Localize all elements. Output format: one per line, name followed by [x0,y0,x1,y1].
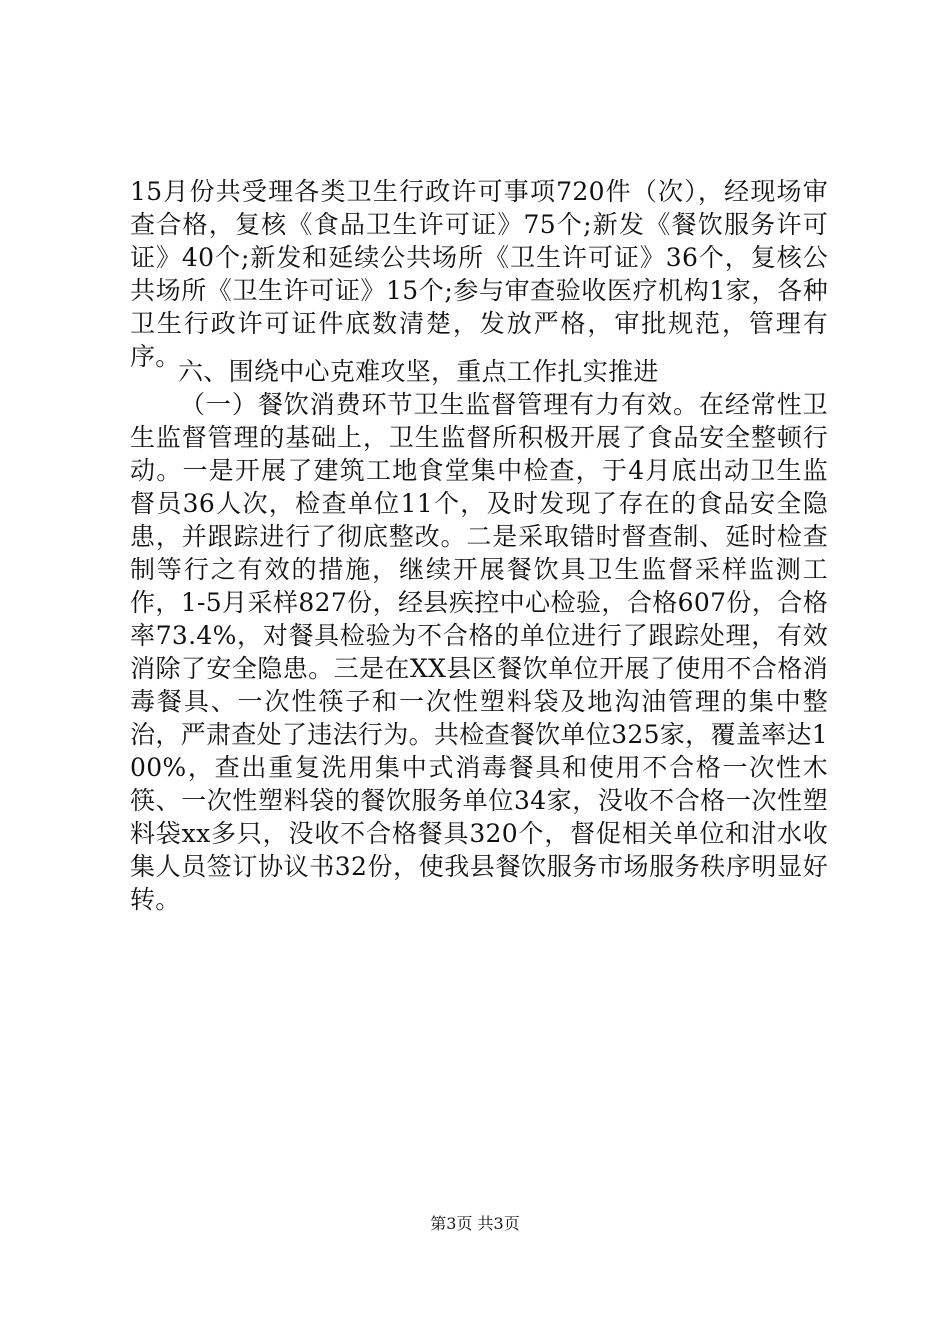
paragraph-food-safety: （一）餐饮消费环节卫生监督管理有力有效。在经常性卫生监督管理的基础上，卫生监督所积极开展了食品安全整顿行动。一是开展了建筑工地食堂集中检查，于4月底出动卫生监督员36人次，检查单位11个，及时发现了存在的食品安全隐患，并跟踪进行了彻底整改。二是采取错时督查制、延时检查制等行之有效的措施，继续开展餐饮具卫生监督采样监测工作，1-5月采样827份，经县疾控中心检验，合格607份，合格率73.4%，对餐具检验为不合格的单位进行了跟踪处理，有效消除了安全隐患。三是在XX县区餐饮单位开展了使用不合格消毒餐具、一次性筷子和一次性塑料袋及地沟油管理的集中整治，严肃查处了违法行为。共检查餐饮单位325家，覆盖率达100%，查出重复洗用集中式消毒餐具和使用不合格一次性木筷、一次性塑料袋的餐饮服务单位34家，没收不合格一次性塑料袋xx多只，没收不合格餐具320个，督促相关单位和泔水收集人员签订协议书32份，使我县餐饮服务市场服务秩序明显好转。 [130,390,828,914]
page-number-footer: 第3页 共3页 [430,1214,520,1233]
paragraph-licensing-summary: 15月份共受理各类卫生行政许可事项720件（次），经现场审查合格，复核《食品卫生许可证》75个;新发《餐饮服务许可证》40个;新发和延续公共场所《卫生许可证》36个，复核公共场所《卫生许可证》15个;参与审查验收医疗机构1家，各种卫生行政许可证件底数清楚，发放严格，审批规范，管理有序。 [130,177,828,371]
section-heading: 六、围绕中心克难攻坚，重点工作扎实推进 [178,357,659,386]
